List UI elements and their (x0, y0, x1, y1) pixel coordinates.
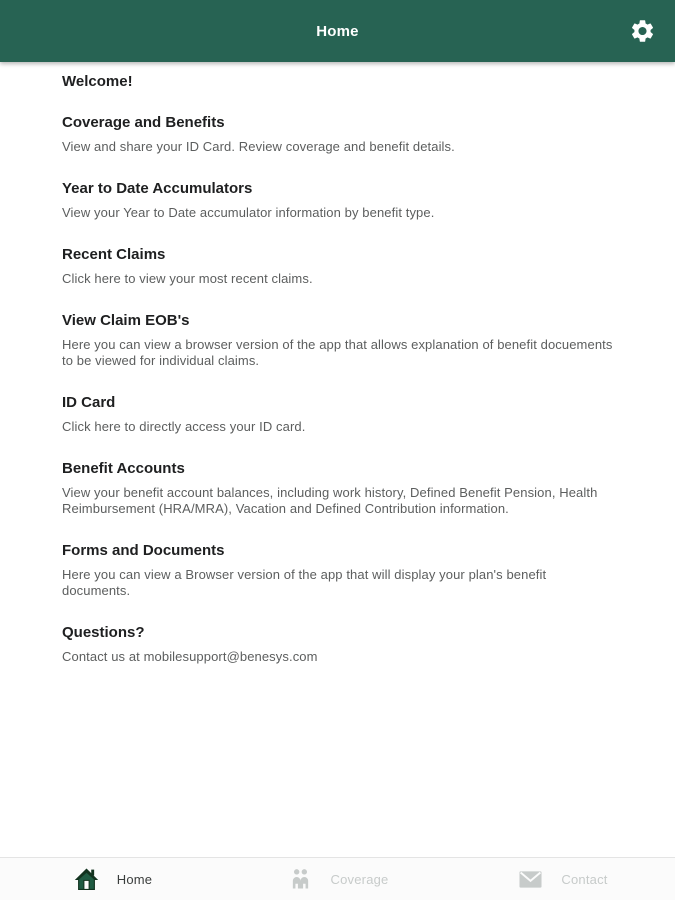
section-title: Benefit Accounts (62, 460, 185, 477)
section-title: Year to Date Accumulators (62, 180, 253, 197)
section-title: Recent Claims (62, 246, 166, 263)
gear-icon-glyph (629, 18, 656, 45)
section-view-claim-eobs[interactable] (62, 313, 613, 369)
tab-coverage-label: Coverage (330, 871, 389, 887)
section-description: Here you can view a Browser version of the app that will display your plan's benefit documents. (62, 567, 547, 598)
section-year-to-date-accumulators[interactable] (62, 181, 613, 221)
section-title: View Claim EOB's (62, 312, 190, 329)
tab-contact[interactable] (450, 858, 675, 900)
tab-contact-label: Contact (561, 871, 608, 887)
section-forms-and-documents[interactable] (62, 543, 613, 599)
section-description: Contact us at mobilesupport@benesys.com (62, 649, 318, 664)
section-title: Forms and Documents (62, 542, 225, 559)
people-icon (287, 866, 314, 893)
section-title: ID Card (62, 394, 116, 411)
bottom-tab-bar (0, 857, 675, 900)
section-description: View your Year to Date accumulator information by benefit type. (62, 205, 435, 220)
app-header (0, 0, 675, 62)
section-title: Questions? (62, 624, 145, 641)
section-description: View and share your ID Card. Review coverage and benefit details. (62, 139, 455, 154)
section-coverage-and-benefits[interactable] (62, 115, 613, 155)
tab-coverage[interactable] (225, 858, 450, 900)
settings-gear-icon[interactable] (629, 18, 656, 45)
tab-home-label: Home (116, 871, 153, 887)
section-description: Click here to directly access your ID card. (62, 419, 306, 434)
tab-home[interactable] (0, 858, 225, 900)
section-questions[interactable] (62, 625, 613, 665)
section-id-card[interactable] (62, 395, 613, 435)
section-description: Click here to view your most recent claims. (62, 271, 313, 286)
envelope-icon (517, 866, 544, 893)
home-icon (73, 866, 100, 893)
section-benefit-accounts[interactable] (62, 461, 613, 517)
page-title: Home (316, 22, 359, 40)
section-recent-claims[interactable] (62, 247, 613, 287)
home-content (0, 62, 675, 857)
section-description: View your benefit account balances, including work history, Defined Benefit Pension, Health Reimbursement (HRA/MRA), Vacation and Defined Contribution information. (62, 485, 598, 516)
section-title: Coverage and Benefits (62, 114, 225, 131)
section-description: Here you can view a browser version of the app that allows explanation of benefit docuements to be viewed for individual claims. (62, 337, 613, 368)
welcome-heading: Welcome! (62, 73, 133, 90)
